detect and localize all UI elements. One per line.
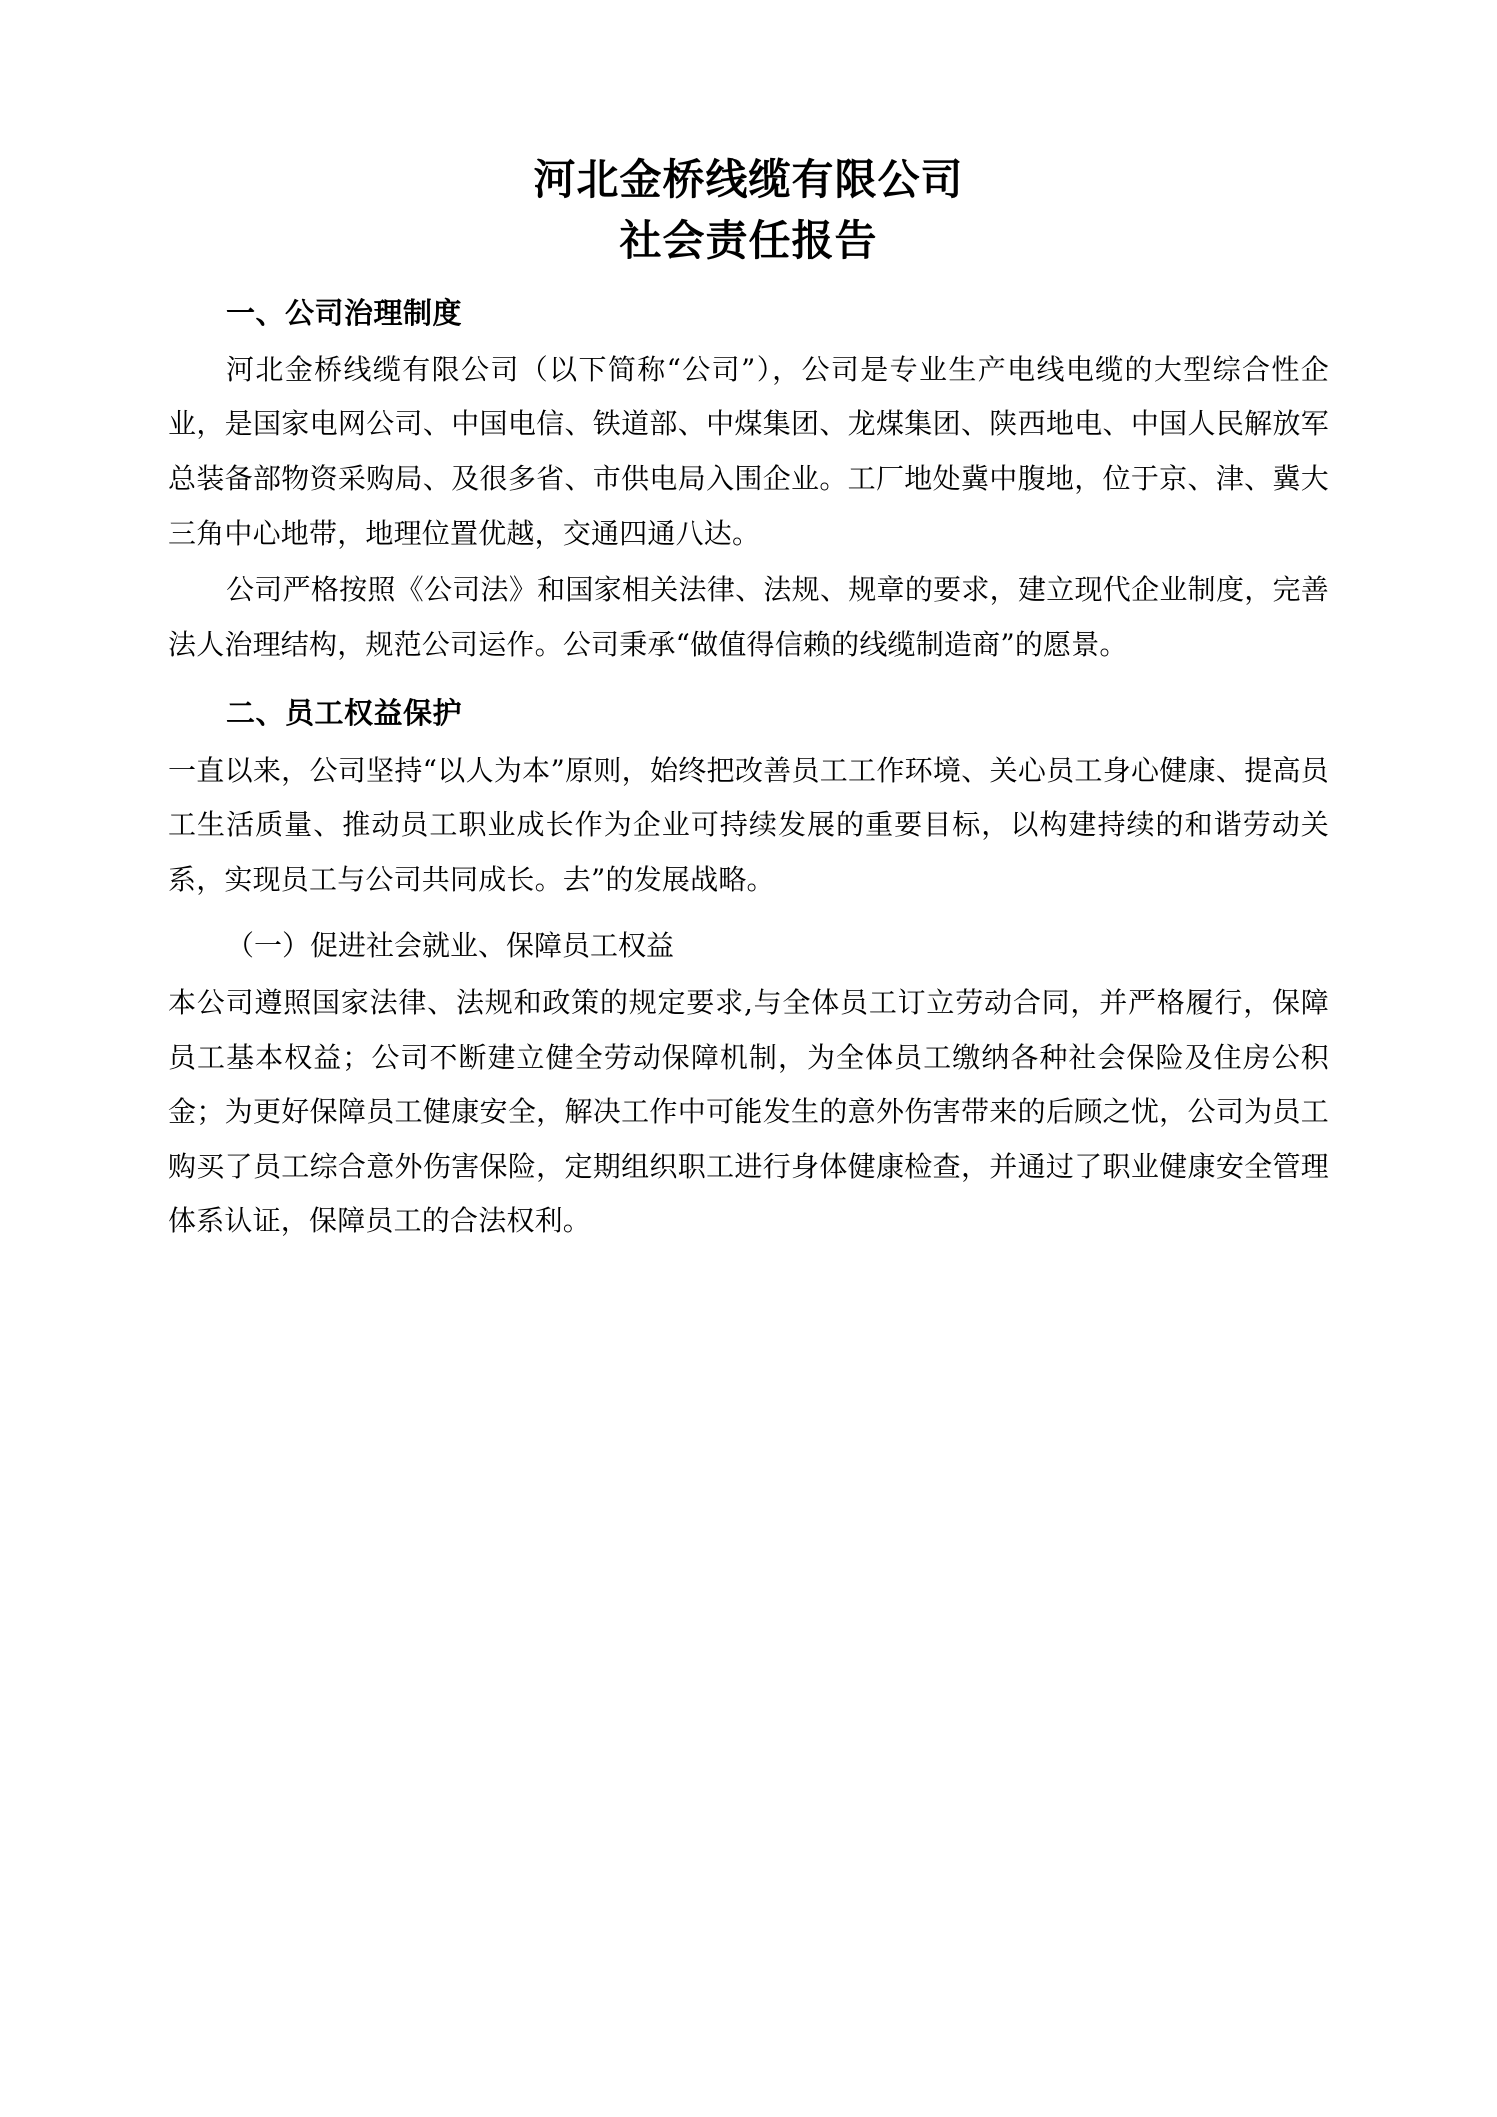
subsection-2-1-paragraph-1: 本公司遵照国家法律、法规和政策的规定要求,与全体员工订立劳动合同，并严格履行，保障员工基本权益；公司不断建立健全劳动保障机制，为全体员工缴纳各种社会保险及住房公积金；为更好保障员工健康安全，解决工作中可能发生的意外伤害带来的后顾之忧，公司为员工购买了员工综合意外伤害保险，定期组织职工进行身体健康检查，并通过了职业健康安全管理体系认证，保障员工的合法权利。 — [168, 985, 1329, 1238]
subsection-heading-2-1: （一）促进社会就业、保障员工权益 — [226, 929, 675, 963]
page-title — [168, 150, 1329, 272]
paragraph-spacer — [168, 909, 1329, 919]
title-line-2: 社会责任报告 — [619, 215, 878, 265]
title-line-1: 河北金桥线缆有限公司 — [533, 155, 964, 204]
section-1-paragraph-2: 公司严格按照《公司法》和国家相关法律、法规、规章的要求，建立现代企业制度，完善法人治理结构，规范公司运作。公司秉承“做值得信赖的线缆制造商”的愿景。 — [168, 573, 1329, 661]
section-1-paragraph-1: 河北金桥线缆有限公司（以下简称“公司”），公司是专业生产电线电缆的大型综合性企业，是国家电网公司、中国电信、铁道部、中煤集团、龙煤集团、陕西地电、中国人民解放军总装备部物资采购局、及很多省、市供电局入围企业。工厂地处冀中腹地，位于京、津、冀大三角中心地带，地理位置优越，交通四通八达。 — [168, 352, 1329, 550]
section-2-paragraph-1: 一直以来，公司坚持“以人为本”原则，始终把改善员工工作环境、关心员工身心健康、提高员工生活质量、推动员工职业成长作为企业可持续发展的重要目标，以构建持续的和谐劳动关系，实现员工与公司共同成长。去”的发展战略。 — [168, 753, 1329, 896]
section-heading-1: 一、公司治理制度 — [226, 295, 463, 330]
section-heading-2: 二、员工权益保护 — [226, 696, 463, 731]
